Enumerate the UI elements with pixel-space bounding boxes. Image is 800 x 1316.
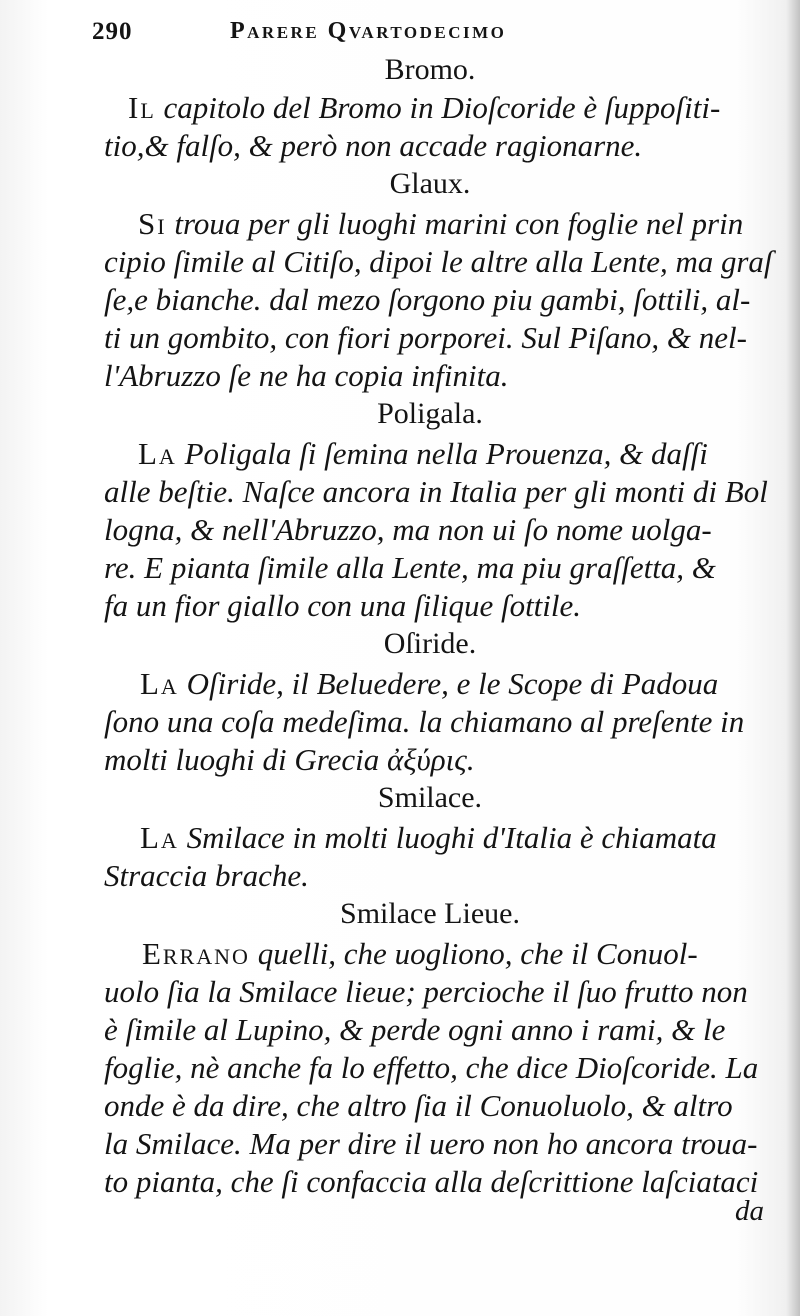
text-line: onde è da dire, che altro ſia il Conuoluolo, & altro [104,1088,733,1123]
section-heading: Poligala. [377,397,483,430]
text-line: Il capitolo del Bromo in Dioſcoride è ſuppoſiti- [128,90,721,125]
running-head: Parere Qvartodecimo [230,18,507,44]
text-line: re. E pianta ſimile alla Lente, ma piu graſſetta, & [104,550,716,585]
page-number: 290 [92,18,133,45]
initial-word: Si [138,206,167,241]
text-line: ſono una coſa medeſima. la chiamano al preſente in [104,704,745,739]
initial-word: La [140,666,179,701]
text-line: tio,& falſo, & però non accade ragionarne. [104,128,643,163]
text-line: foglie, nè anche fa lo effetto, che dice Dioſcoride. La [104,1050,759,1085]
text-line: to pianta, che ſi confaccia alla deſcrittione laſciataci [104,1164,759,1199]
section-heading: Bromo. [384,53,476,86]
text-line: l'Abruzzo ſe ne ha copia infinita. [104,358,509,393]
text-line: Errano quelli, che uogliono, che il Conuol- [142,936,698,971]
text-line: fa un fior giallo con una ſilique ſottile. [104,588,582,623]
text-line: cipio ſimile al Citiſo, dipoi le altre alla Lente, ma graſ [104,244,773,279]
text-line: logna, & nell'Abruzzo, ma non ui ſo nome uolga- [104,512,712,547]
initial-word: La [140,820,179,855]
text-line: Si troua per gli luoghi marini con foglie nel prin [138,206,744,241]
text-line: ſe,e bianche. dal mezo ſorgono piu gambi, ſottili, al- [104,282,751,317]
text-line: la Smilace. Ma per dire il uero non ho ancora troua- [104,1126,758,1161]
text-line: La Smilace in molti luoghi d'Italia è chiamata [140,820,717,855]
initial-word: Errano [142,936,250,971]
text-line: La Poligala ſi ſemina nella Prouenza, & daſſi [138,436,708,471]
text-line: molti luoghi di Grecia ἀξύρις. [104,742,475,777]
text-line: alle beſtie. Naſce ancora in Italia per gli monti di Bol [104,474,768,509]
text-line: ti un gombito, con fiori porporei. Sul Piſano, & nel- [104,320,747,355]
text-line: Straccia brache. [104,858,309,893]
initial-word: La [138,436,177,471]
section-heading: Smilace. [377,781,483,814]
text-line: La Oſiride, il Beluedere, e le Scope di Padoua [140,666,719,701]
section-heading: Oſiride. [383,627,477,660]
catchword: da [735,1195,764,1227]
page-edge-shadow [786,0,800,1316]
initial-word: Il [128,90,156,125]
page-header [92,18,760,48]
section-heading: Glaux. [389,167,471,200]
section-heading: Smilace Lieue. [340,897,520,930]
text-line: uolo ſia la Smilace lieue; percioche il ſuo frutto non [104,974,748,1009]
text-line: è ſimile al Lupino, & perde ogni anno i rami, & le [104,1012,726,1047]
